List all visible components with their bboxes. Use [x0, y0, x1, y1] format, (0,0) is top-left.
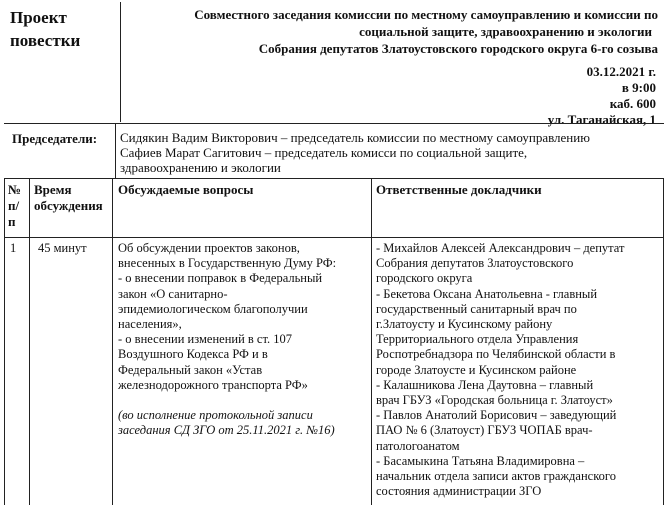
header-num: № п/п: [8, 182, 22, 229]
chair-2-cont: здравоохранению и экологии: [120, 160, 281, 175]
meeting-date: 03.12.2021 г.: [586, 64, 656, 79]
speaker-line: городского округа: [376, 271, 473, 286]
speaker-line: ПАО № 6 (Златоуст) ГБУЗ ЧОПАБ врач-: [376, 423, 593, 438]
speaker-line: - Михайлов Алексей Александрович – депутат: [376, 241, 625, 255]
row-1-time: 45 минут: [38, 241, 87, 255]
speaker-line: - Басамыкина Татьяна Владимировна –: [376, 453, 585, 468]
title-line-1: Проект: [10, 8, 67, 27]
table-header-border: [4, 237, 664, 238]
table-col-border-4: [663, 178, 664, 505]
chairs-divider: [115, 124, 116, 178]
question-line: населения»,: [118, 317, 182, 332]
subtitle-line-1: Совместного заседания комиссии по местному самоуправлению и комиссии по: [194, 7, 658, 22]
speaker-line: государственный санитарный врач по: [376, 301, 577, 316]
question-line: - о внесении изменений в ст. 107: [118, 332, 292, 347]
speaker-line: состояния администрации ЗГО: [376, 484, 542, 499]
header-questions: Обсуждаемые вопросы: [118, 182, 254, 197]
speaker-line: г.Златоусту и Кусинскому району: [376, 317, 553, 332]
question-line: эпидемиологическом благополучии: [118, 301, 308, 316]
header-speakers: Ответственные докладчики: [376, 182, 542, 197]
note-line: (во исполнение протокольной записи: [118, 408, 313, 423]
table-col-border-0: [4, 178, 5, 505]
meeting-meta: [548, 64, 656, 128]
title-line-2: повестки: [10, 31, 81, 50]
meeting-room: каб. 600: [609, 96, 656, 111]
chair-2: Сафиев Марат Сагитович – председатель комисси по социальной защите,: [120, 145, 528, 160]
speaker-line: начальник отдела записи актов гражданского: [376, 469, 616, 484]
speaker-line: - Калашникова Лена Даутовна – главный: [376, 377, 594, 392]
table-col-border-2: [112, 178, 113, 505]
subtitle-line-3: Собрания депутатов Златоустовского городского округа 6-го созыва: [258, 41, 658, 56]
divider-top: [4, 123, 664, 124]
question-line: - о внесении поправок в Федеральный: [118, 271, 323, 286]
meeting-address: ул. Таганайская, 1: [547, 112, 656, 127]
speaker-line: городе Златоусте и Кусинском районе: [376, 362, 577, 377]
table-col-border-3: [371, 178, 372, 505]
speaker-line: Территориального отдела Управления: [376, 332, 579, 347]
meeting-time: в 9:00: [621, 80, 656, 95]
row-1-speakers: [376, 241, 660, 499]
header-time: Время обсуждения: [34, 182, 103, 213]
speaker-line: - Павлов Анатолий Борисович – заведующий: [376, 408, 617, 423]
speaker-line: Собрания депутатов Златоустовского: [376, 256, 574, 271]
speaker-line: патологоанатом: [376, 438, 460, 453]
table-col-border-1: [29, 178, 30, 505]
speaker-line: врач ГБУЗ «Городская больница г. Златоуст»: [376, 393, 613, 408]
question-line: внесенных в Государственную Думу РФ:: [118, 256, 337, 271]
note-line: заседания СД ЗГО от 25.11.2021 г. №16): [118, 423, 335, 438]
question-line: закон «О санитарно-: [118, 286, 228, 301]
table-top-border: [4, 178, 664, 179]
question-line: железнодорожного транспорта РФ»: [118, 377, 308, 392]
speaker-line: Роспотребнадзора по Челябинской области в: [376, 347, 616, 362]
question-line: Воздушного Кодекса РФ и в: [118, 347, 268, 362]
speaker-line: - Бекетова Оксана Анатольевна - главный: [376, 286, 598, 301]
question-line: Об обсуждении проектов законов,: [118, 241, 300, 255]
meeting-subtitle: [128, 6, 658, 57]
page-title: [10, 6, 80, 52]
chair-1: Сидякин Вадим Викторович – председатель комиссии по местному самоуправлению: [120, 130, 590, 145]
row-1-num: 1: [10, 241, 17, 255]
chairs-label: Председатели:: [12, 131, 98, 146]
chairs-list: [120, 130, 660, 175]
row-1-questions: [118, 241, 368, 438]
subtitle-line-2: социальной защите, здравоохранению и экологии: [359, 24, 652, 39]
question-line: Федеральный закон «Устав: [118, 362, 263, 377]
